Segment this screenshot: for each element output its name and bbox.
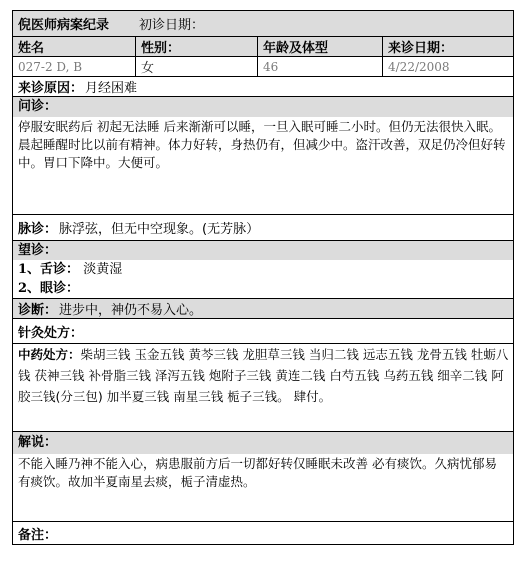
pulse-value: 脉浮弦，但无中空现象。(无芳脉） (59, 222, 260, 237)
diagnosis-value: 进步中，神仍不易入心。 (59, 303, 203, 318)
record-title-row (13, 11, 513, 37)
patient-name-value: 027-2 D, B (13, 57, 136, 76)
acupuncture-row (13, 319, 513, 344)
patient-header-row (13, 37, 513, 57)
reason-row (13, 77, 513, 97)
name-column-header: 姓名 (13, 37, 136, 56)
diagnosis-label: 诊断： (18, 303, 58, 318)
herbal-prescription-section (13, 344, 513, 432)
visit-date-column-header: 来诊日期： (388, 41, 454, 56)
explanation-label: 解说： (13, 432, 513, 454)
notes-label: 备注： (18, 527, 58, 543)
inspection-label: 望诊： (13, 241, 513, 260)
inspection-section (13, 241, 513, 299)
eye-diagnosis-label: 2、眼诊： (18, 281, 80, 296)
herbal-label: 中药处方： (18, 347, 81, 362)
tongue-diagnosis-value: 淡黄湿 (83, 262, 123, 277)
sex-column-header: 性别： (136, 37, 258, 56)
medical-record-form (12, 10, 514, 545)
age-column-header: 年龄及体型 (258, 37, 383, 56)
inquiry-text: 停服安眠药后 初起无法睡 后来渐渐可以睡，一旦入眠可睡二小时。但仍无法很快入眠。晨起睡醒时比以前有精神。体力好转，身热仍有，但减少中。盗汗改善，双足仍冷但好转中。胃口下降中。大便可。 (18, 119, 506, 170)
explanation-section (13, 432, 513, 522)
notes-row (13, 522, 513, 544)
inquiry-label: 问诊： (13, 97, 513, 117)
tongue-diagnosis-label: 1、舌诊： (18, 262, 80, 277)
reason-value: 月经困难 (85, 81, 138, 96)
pulse-label: 脉诊： (18, 222, 58, 237)
first-visit-date-label: 初诊日期： (139, 18, 205, 33)
visit-date-value: 4/22/2008 (388, 59, 450, 74)
inquiry-section (13, 97, 513, 215)
patient-sex-value: 女 (136, 57, 258, 76)
record-title: 倪医师病案纪录 (18, 18, 110, 33)
reason-label: 来诊原因： (18, 81, 84, 96)
patient-values-row (13, 57, 513, 77)
herbal-text: 柴胡三钱 玉金五钱 黄芩三钱 龙胆草三钱 当归二钱 远志五钱 龙骨五钱 牡蛎八钱 茯神三钱 补骨脂三钱 泽泻五钱 炮附子三钱 黄连二钱 白芍五钱 乌药五钱 细辛二钱 阿胶三钱(分三包) 加半夏三钱 南星三钱 栀子三钱。 肆付。 (18, 347, 509, 404)
diagnosis-row (13, 299, 513, 319)
explanation-text: 不能入睡乃神不能入心，病患服前方后一切都好转仅睡眠未改善 必有痰饮。久病忧郁易有痰饮。故加半夏南星去痰，栀子清虚热。 (18, 456, 497, 489)
acupuncture-label: 针灸处方： (18, 325, 84, 341)
pulse-row (13, 215, 513, 241)
patient-age-value: 46 (258, 57, 383, 76)
